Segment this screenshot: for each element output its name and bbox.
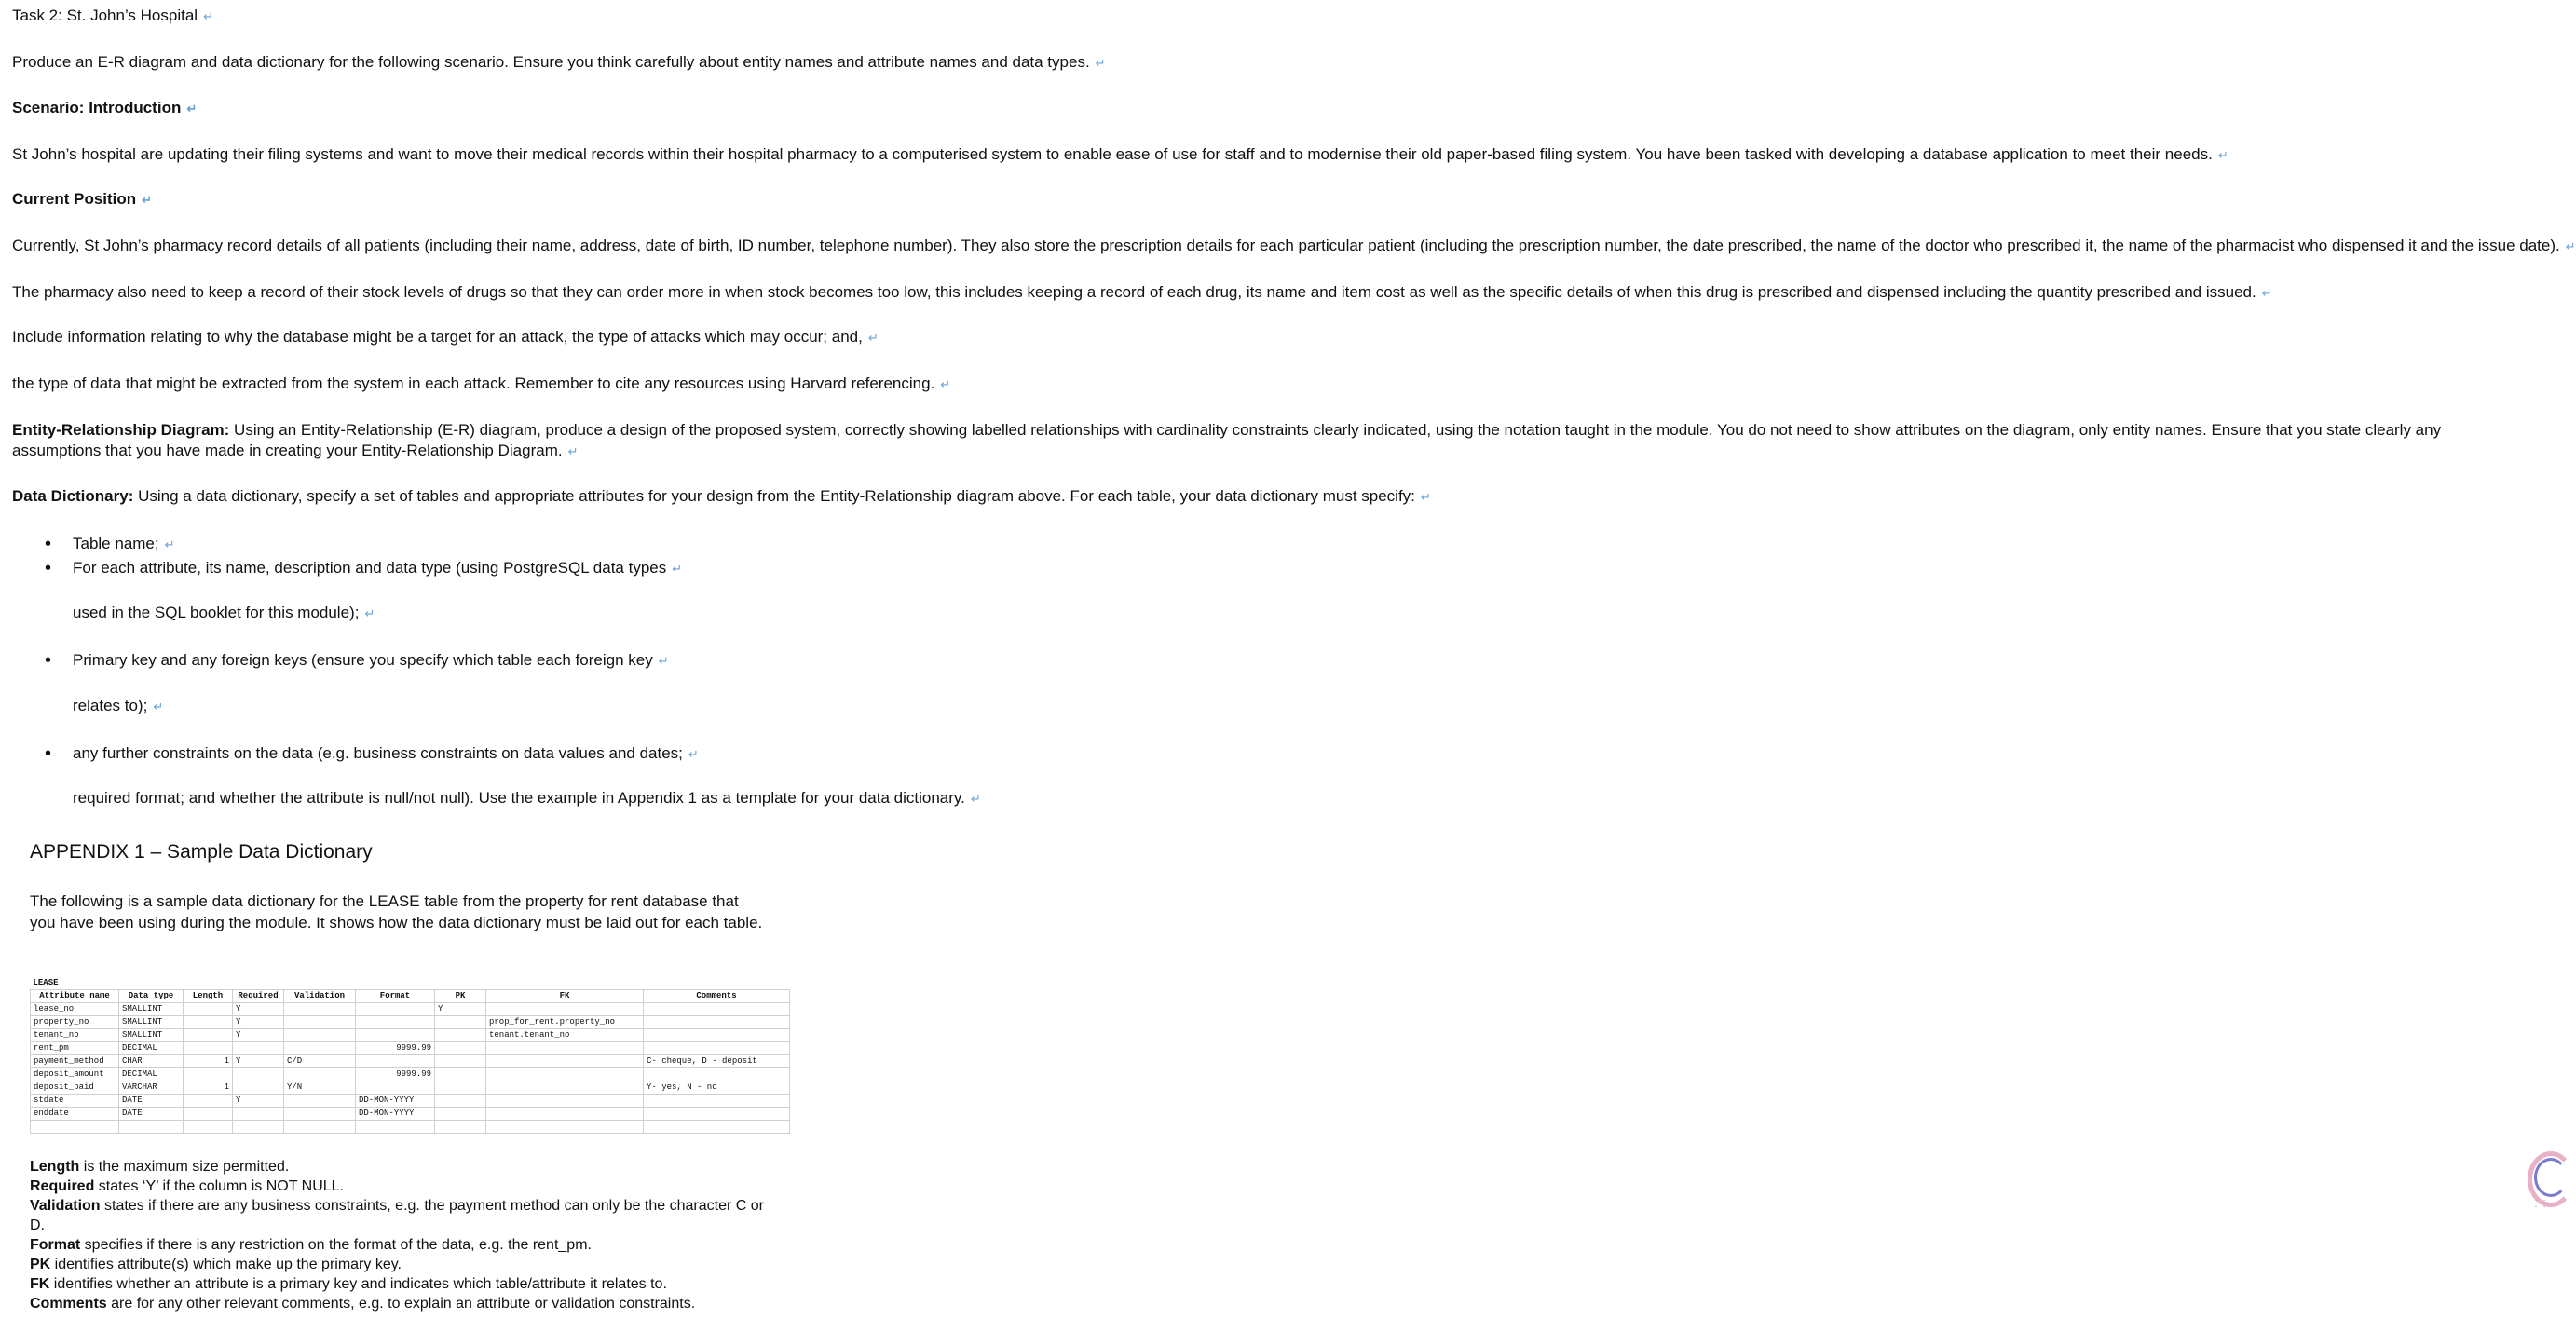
table-cell (284, 1003, 356, 1016)
table-cell (284, 1095, 356, 1108)
current-text-1: Currently, St John’s pharmacy record details of all patients (including their name, address, date of birth, ID number, telephone number). They also store the prescription details for each particular patient (including the prescription number, the date prescribed, the name of the doctor who prescribed it, the name of the pharmacist who dispensed it and the issue date). (12, 237, 2560, 254)
paragraph-mark-icon: ↵ (1420, 490, 1431, 504)
table-cell (435, 1068, 486, 1081)
paragraph-mark-icon: ↵ (867, 331, 879, 345)
table-cell (184, 1068, 233, 1081)
legend-term: PK (30, 1257, 51, 1272)
table-row (31, 1081, 790, 1095)
table-cell (644, 1016, 790, 1029)
table-cell: enddate (31, 1108, 119, 1121)
paragraph-mark-icon: ↵ (970, 792, 981, 806)
table-cell (486, 1081, 644, 1095)
table-cell: 9999.99 (356, 1068, 435, 1081)
table-cell: Y- yes, N - no (644, 1081, 790, 1095)
table-cell: Y (233, 1095, 284, 1108)
paragraph-mark-icon: ↵ (672, 562, 683, 576)
table-cell: tenant.tenant_no (486, 1029, 644, 1042)
column-header: Length (184, 990, 233, 1003)
table-cell (644, 1042, 790, 1055)
legend-item (30, 1235, 775, 1255)
table-cell: DECIMAL (119, 1068, 184, 1081)
table-cell (356, 1055, 435, 1068)
scenario-heading (12, 98, 197, 119)
table-cell: deposit_amount (31, 1068, 119, 1081)
table-row (31, 1121, 790, 1134)
bullet-item-2-cont (73, 603, 375, 624)
table-cell: Y/N (284, 1081, 356, 1095)
table-row (31, 1068, 790, 1081)
table-cell (644, 1121, 790, 1134)
bullet-icon: • (45, 558, 52, 578)
table-cell (284, 1029, 356, 1042)
table-cell (233, 1108, 284, 1121)
table-cell (284, 1121, 356, 1134)
table-cell: lease_no (31, 1003, 119, 1016)
table-row (31, 1016, 790, 1029)
table-cell (184, 1016, 233, 1029)
table-cell (644, 1108, 790, 1121)
table-cell (435, 1081, 486, 1095)
table-cell (356, 1121, 435, 1134)
legend-text: specifies if there is any restriction on the format of the data, e.g. the rent_pm. (80, 1237, 592, 1253)
table-row (31, 1055, 790, 1068)
table-row (31, 1108, 790, 1121)
paragraph-mark-icon: ↵ (364, 606, 375, 620)
erd-paragraph (12, 420, 2532, 462)
column-header: Data type (119, 990, 184, 1003)
table-cell: 1 (184, 1055, 233, 1068)
type-text: the type of data that might be extracted from the system in each attack. Remember to cite any resources using Harvard referencing. (12, 374, 935, 392)
bullet-text: For each attribute, its name, description and data type (using PostgreSQL data types (73, 559, 667, 577)
column-header: Required (233, 990, 284, 1003)
table-row (31, 1029, 790, 1042)
table-cell: Y (233, 1003, 284, 1016)
legend-text: are for any other relevant comments, e.g. to explain an attribute or validation constraints. (106, 1296, 696, 1312)
bullet-text: relates to); (73, 697, 148, 714)
table-cell (435, 1121, 486, 1134)
table-cell: C/D (284, 1055, 356, 1068)
paragraph-mark-icon: ↵ (940, 377, 951, 391)
current-heading-text: Current Position (12, 190, 137, 208)
table-cell (233, 1068, 284, 1081)
table-cell (486, 1121, 644, 1134)
column-header: Comments (644, 990, 790, 1003)
table-cell: property_no (31, 1016, 119, 1029)
table-cell (644, 1095, 790, 1108)
table-cell: SMALLINT (119, 1016, 184, 1029)
paragraph-mark-icon: ↵ (658, 654, 669, 668)
table-cell (356, 1081, 435, 1095)
bullet-item-4 (73, 743, 699, 765)
erd-label: Entity-Relationship Diagram: (12, 421, 230, 439)
table-cell: rent_pm (31, 1042, 119, 1055)
bullet-item-3-cont (73, 696, 163, 717)
table-cell (486, 1108, 644, 1121)
paragraph-mark-icon: ↵ (203, 9, 213, 23)
current-paragraph-1 (12, 236, 2576, 257)
table-cell (233, 1081, 284, 1095)
table-cell: Y (233, 1055, 284, 1068)
table-cell: Y (233, 1016, 284, 1029)
bullet-item-1 (73, 534, 175, 555)
table-cell (435, 1055, 486, 1068)
bullet-item-4-cont (73, 788, 981, 809)
bullet-text: required format; and whether the attribute is null/not null). Use the example in Appendix 1 as a template for your data dictionary. (73, 789, 965, 807)
table-cell (184, 1003, 233, 1016)
table-cell (486, 1095, 644, 1108)
table-cell: 9999.99 (356, 1042, 435, 1055)
table-cell (644, 1068, 790, 1081)
bullet-text: Table name; (73, 535, 159, 552)
table-cell: DATE (119, 1095, 184, 1108)
table-cell (284, 1108, 356, 1121)
table-cell (435, 1016, 486, 1029)
data-dictionary-table (30, 977, 790, 1134)
table-cell (184, 1042, 233, 1055)
table-cell: VARCHAR (119, 1081, 184, 1095)
legend-term: Format (30, 1237, 81, 1253)
appendix-title: APPENDIX 1 – Sample Data Dictionary (30, 841, 373, 863)
table-cell (644, 1003, 790, 1016)
table-cell (233, 1042, 284, 1055)
legend-item (30, 1294, 775, 1313)
paragraph-mark-icon: ↵ (186, 102, 198, 116)
table-cell (119, 1121, 184, 1134)
table-cell (435, 1095, 486, 1108)
paragraph-mark-icon: ↵ (142, 193, 153, 207)
dd-label: Data Dictionary: (12, 487, 134, 505)
type-paragraph (12, 374, 950, 395)
table-row (31, 1042, 790, 1055)
table-cell (284, 1016, 356, 1029)
table-cell: DD-MON-YYYY (356, 1108, 435, 1121)
paragraph-mark-icon: ↵ (2261, 286, 2272, 300)
include-paragraph (12, 327, 879, 348)
column-header: FK (486, 990, 644, 1003)
intro-text: Produce an E-R diagram and data dictionary for the following scenario. Ensure you think carefully about entity names and attribute names and data types. (12, 53, 1090, 71)
table-cell (233, 1121, 284, 1134)
table-cell (644, 1029, 790, 1042)
table-cell (184, 1121, 233, 1134)
paragraph-mark-icon: ↵ (688, 747, 699, 761)
table-cell: deposit_paid (31, 1081, 119, 1095)
bullet-item-2 (73, 558, 682, 579)
column-header: Format (356, 990, 435, 1003)
table-cell (284, 1068, 356, 1081)
legend-item (30, 1255, 775, 1274)
paragraph-mark-icon: ↵ (2565, 239, 2576, 253)
current-position-heading (12, 189, 152, 211)
bullet-icon: • (45, 743, 52, 764)
table-cell: Y (233, 1029, 284, 1042)
table-cell (184, 1029, 233, 1042)
legend-item (30, 1196, 775, 1235)
table-cell (184, 1108, 233, 1121)
intro-paragraph (12, 52, 1106, 74)
table-cell: DATE (119, 1108, 184, 1121)
table-cell: prop_for_rent.property_no (486, 1016, 644, 1029)
table-cell: stdate (31, 1095, 119, 1108)
column-header: Validation (284, 990, 356, 1003)
table-cell: C- cheque, D - deposit (644, 1055, 790, 1068)
scenario-paragraph (12, 144, 2228, 166)
table-cell (184, 1095, 233, 1108)
grip-icon[interactable]: ⋮⋮ (2531, 1199, 2548, 1209)
table-cell: payment_method (31, 1055, 119, 1068)
bullet-icon: • (45, 534, 52, 554)
bullet-text: Primary key and any foreign keys (ensure you specify which table each foreign key (73, 651, 653, 669)
table-row (31, 1095, 790, 1108)
appendix-intro: The following is a sample data dictionary for the LEASE table from the property for rent database that you have been using during the module. It shows how the data dictionary must be laid out for each table. (30, 892, 763, 931)
table-row (31, 1003, 790, 1016)
legend-term: Required (30, 1178, 95, 1194)
legend-term: Length (30, 1159, 80, 1175)
current-text-2: The pharmacy also need to keep a record of their stock levels of drugs so that they can order more in when stock becomes too low, this includes keeping a record of each drug, its name and item cost as well as the specific details of when this drug is prescribed and dispensed including the quantity prescribed and issued. (12, 283, 2256, 301)
table-cell: tenant_no (31, 1029, 119, 1042)
table-cell (435, 1042, 486, 1055)
table-cell (31, 1121, 119, 1134)
bullet-item-3 (73, 650, 669, 672)
scenario-text: St John’s hospital are updating their filing systems and want to move their medical records within their hospital pharmacy to a computerised system to enable ease of use for staff and to modernise their old paper-based filing system. You have been tasked with developing a database application to meet their needs. (12, 145, 2213, 163)
bullet-text: used in the SQL booklet for this module); (73, 604, 360, 621)
paragraph-mark-icon: ↵ (1095, 56, 1106, 70)
paragraph-mark-icon: ↵ (153, 700, 164, 714)
legend-text: states if there are any business constraints, e.g. the payment method can only be the character C or D. (30, 1198, 764, 1233)
task-title (12, 6, 213, 27)
table-cell: DECIMAL (119, 1042, 184, 1055)
table-cell (356, 1003, 435, 1016)
table-cell (356, 1016, 435, 1029)
legend-term: Validation (30, 1198, 101, 1214)
table-cell (435, 1029, 486, 1042)
table-name-row (31, 977, 790, 990)
task-title-text: Task 2: St. John’s Hospital (12, 7, 198, 24)
legend-text: states ‘Y’ if the column is NOT NULL. (94, 1178, 344, 1194)
table-cell: DD-MON-YYYY (356, 1095, 435, 1108)
bullet-icon: • (45, 650, 52, 671)
table-cell: 1 (184, 1081, 233, 1095)
dd-paragraph (12, 486, 1431, 508)
table-cell (486, 1042, 644, 1055)
legend-item (30, 1274, 775, 1294)
legend-term: FK (30, 1276, 50, 1292)
column-header: Attribute name (31, 990, 119, 1003)
table-cell: SMALLINT (119, 1003, 184, 1016)
bullet-text: any further constraints on the data (e.g. business constraints on data values and dates; (73, 744, 683, 762)
table-cell (486, 1068, 644, 1081)
dd-text: Using a data dictionary, specify a set of tables and appropriate attributes for your design from the Entity-Relationship diagram above. For each table, your data dictionary must specify: (138, 487, 1415, 505)
table-name: LEASE (33, 978, 59, 987)
legend-text: is the maximum size permitted. (79, 1159, 290, 1175)
table-cell (284, 1042, 356, 1055)
legend-text: identifies attribute(s) which make up the primary key. (50, 1257, 402, 1272)
table-cell: SMALLINT (119, 1029, 184, 1042)
legend (30, 1157, 775, 1313)
column-header: PK (435, 990, 486, 1003)
legend-item (30, 1176, 775, 1196)
paragraph-mark-icon: ↵ (164, 537, 175, 551)
table-cell (356, 1029, 435, 1042)
scenario-heading-text: Scenario: Introduction (12, 99, 182, 116)
legend-item (30, 1157, 775, 1176)
table-cell: CHAR (119, 1055, 184, 1068)
erd-text: Using an Entity-Relationship (E-R) diagram, produce a design of the proposed system, correctly showing labelled relationships with cardinality constraints clearly indicated, using the notation taught in the module. You do not need to show attributes on the diagram, only entity names. Ensure that you state clearly any assumptions that you have made in creating your Entity-Relationship Diagram. (12, 421, 2442, 459)
table-cell (486, 1055, 644, 1068)
table-cell (435, 1108, 486, 1121)
paragraph-mark-icon: ↵ (2217, 148, 2228, 162)
legend-text: identifies whether an attribute is a primary key and indicates which table/attribute it relates to. (49, 1276, 667, 1292)
paragraph-mark-icon: ↵ (567, 444, 579, 458)
legend-term: Comments (30, 1296, 107, 1312)
assistant-orb-inner-icon (2534, 1158, 2568, 1197)
table-cell: Y (435, 1003, 486, 1016)
table-cell (486, 1003, 644, 1016)
current-paragraph-2 (12, 282, 2272, 304)
table-header-row (31, 990, 790, 1003)
include-text: Include information relating to why the database might be a target for an attack, the type of attacks which may occur; and, (12, 328, 863, 346)
